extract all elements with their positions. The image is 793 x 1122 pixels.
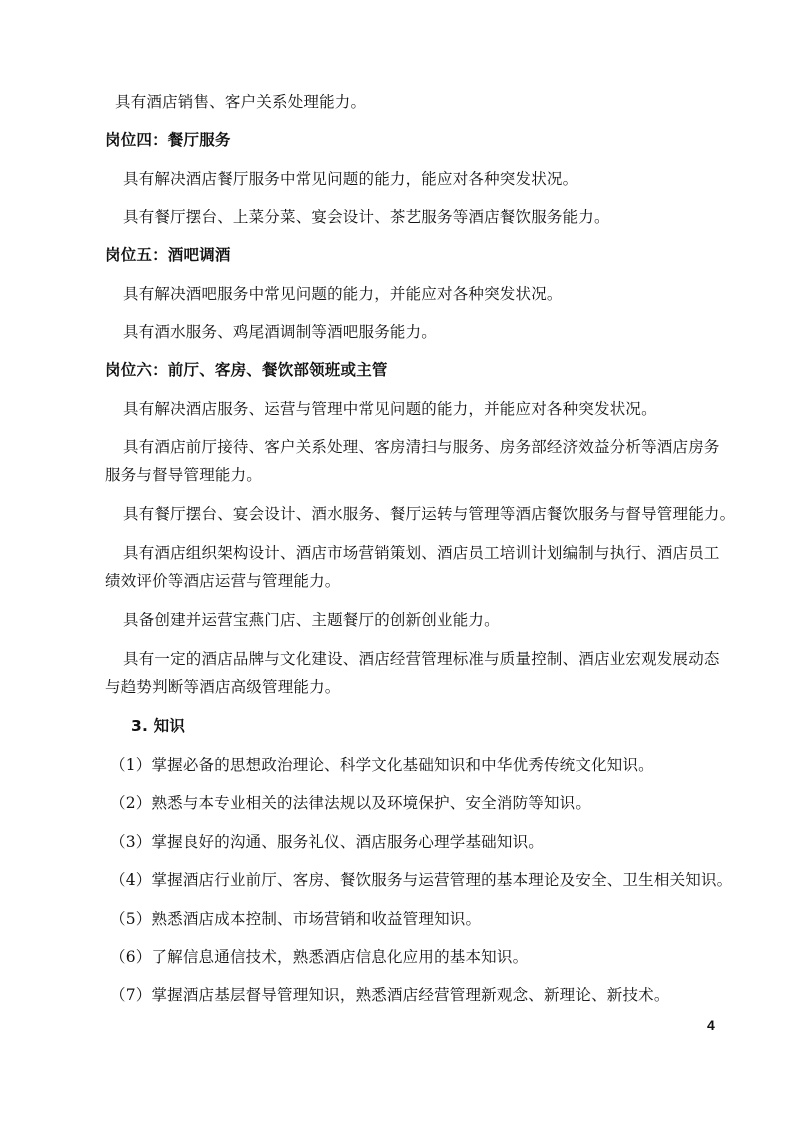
paragraph-line: 具有餐厅摆台、上菜分菜、宴会设计、茶艺服务等酒店餐饮服务能力。 [123,208,610,226]
list-item: （3）掌握良好的沟通、服务礼仪、酒店服务心理学基础知识。 [110,833,544,851]
section-heading: 岗位四：餐厅服务 [105,131,231,149]
paragraph-line: 绩效评价等酒店运营与管理能力。 [105,572,341,590]
paragraph-line: 具有酒店销售、客户关系处理能力。 [115,93,367,111]
paragraph-line: 具有解决酒吧服务中常见问题的能力，并能应对各种突发状况。 [123,285,563,303]
list-item: （5）熟悉酒店成本控制、市场营销和收益管理知识。 [110,910,482,928]
page-number: 4 [707,1017,715,1033]
list-item: （1）掌握必备的思想政治理论、科学文化基础知识和中华优秀传统文化知识。 [110,756,654,774]
paragraph-line: 具有一定的酒店品牌与文化建设、酒店经营管理标准与质量控制、酒店业宏观发展动态 [123,650,720,668]
paragraph-line: 具有酒店前厅接待、客户关系处理、客房清扫与服务、房务部经济效益分析等酒店房务 [123,438,720,456]
paragraph-line: 服务与督导管理能力。 [105,466,263,484]
list-item: （6）了解信息通信技术，熟悉酒店信息化应用的基本知识。 [110,948,529,966]
subsection-heading: 3. 知识 [131,717,186,735]
paragraph-line: 与趋势判断等酒店高级管理能力。 [105,678,341,696]
paragraph-line: 具有酒水服务、鸡尾酒调制等酒吧服务能力。 [123,323,438,341]
paragraph-line: 具有酒店组织架构设计、酒店市场营销策划、酒店员工培训计划编制与执行、酒店员工 [123,544,720,562]
list-item: （7）掌握酒店基层督导管理知识，熟悉酒店经营管理新观念、新理论、新技术。 [110,986,670,1004]
paragraph-line: 具有餐厅摆台、宴会设计、酒水服务、餐厅运转与管理等酒店餐饮服务与督导管理能力。 [123,505,736,523]
list-item: （4）掌握酒店行业前厅、客房、餐饮服务与运营管理的基本理论及安全、卫生相关知识。 [110,871,733,889]
list-item: （2）熟悉与本专业相关的法律法规以及环境保护、安全消防等知识。 [110,794,592,812]
section-heading: 岗位六：前厅、客房、餐饮部领班或主管 [105,361,388,379]
paragraph-line: 具有解决酒店餐厅服务中常见问题的能力，能应对各种突发状况。 [123,170,579,188]
paragraph-line: 具有解决酒店服务、运营与管理中常见问题的能力，并能应对各种突发状况。 [123,400,657,418]
paragraph-line: 具备创建并运营宝燕门店、主题餐厅的创新创业能力。 [123,611,500,629]
section-heading: 岗位五：酒吧调酒 [105,246,231,264]
